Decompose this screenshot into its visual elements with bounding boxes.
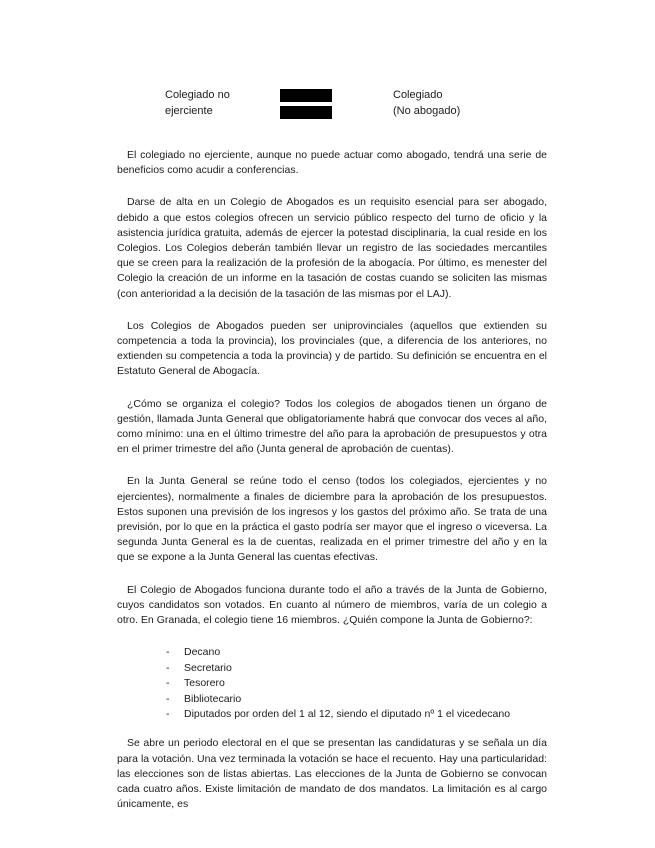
paragraph: El colegiado no ejerciente, aunque no puede actuar como abogado, tendrá una serie de beneficios como acudir a conferencias. — [117, 149, 547, 177]
colegiado-no-ejerciente-label — [165, 87, 230, 119]
list-item: - Bibliotecario — [166, 692, 242, 705]
colegiado-no-abogado-label — [393, 87, 460, 119]
redaction-bar-top — [280, 89, 332, 102]
paragraph: El Colegio de Abogados funciona durante todo el año a través de la Junta de Gobierno, cuyos candidatos son votados. En cuanto al número de miembros, varía de un colegio a otro. En Granada, el colegio tiene 16 miembros. ¿Quién compone la Junta de Gobierno?: — [117, 583, 547, 627]
list-item: - Diputados por orden del 1 al 12, siendo el diputado nº 1 el vicedecano — [166, 707, 511, 720]
right-label-line1: Colegiado — [393, 89, 443, 101]
paragraph: Se abre un periodo electoral en el que se presentan las candidaturas y se señala un día para la votación. Una vez terminada la votación se hace el recuento. Hay una particularidad: las elecciones son de listas abiertas. Las elecciones de la Junta de Gobierno se convocan cada cuatro años. Existe limitación de mandato de dos mandatos. La limitación es al cargo únicamente, es — [117, 737, 547, 811]
left-label-line2: ejerciente — [165, 105, 213, 117]
paragraph: Darse de alta en un Colegio de Abogados es un requisito esencial para ser abogado, debido a que estos colegios ofrecen un servicio público respecto del turno de oficio y la asistencia jurídica gratuita, además de ejercer la potestad disciplinaria, la cual reside en los Colegios. Los Colegios deberán también llevar un registro de las sociedades mercantiles que se creen para la realización de la profesión de la abogacía. Por último, es menester del Colegio la creación de un informe en la tasación de costas cuando se soliciten las mismas (con anterioridad a la decisión de la tasación de las mismas por el LAJ). — [117, 196, 547, 300]
colegiado-types-header — [0, 87, 655, 123]
paragraph: Los Colegios de Abogados pueden ser uniprovinciales (aquellos que extienden su competencia a toda la provincia), los provinciales (que, a diferencia de los anteriores, no extienden su competencia a toda la provincia) y de partido. Su definición se encuentra en el Estatuto General de Abogacía. — [117, 319, 547, 378]
left-label-line1: Colegiado no — [165, 89, 230, 101]
paragraph: ¿Cómo se organiza el colegio? Todos los colegios de abogados tienen un órgano de gestión, llamada Junta General que obligatoriamente habrá que convocar dos veces al año, como mínimo: una en el último trimestre del año para la aprobación de presupuestos y otra en el primer trimestre del año (Junta general de aprobación de cuentas). — [117, 397, 547, 456]
right-label-line2: (No abogado) — [393, 105, 461, 117]
list-item: - Decano — [166, 646, 221, 659]
list-item: - Tesorero — [166, 677, 225, 690]
list-item: - Secretario — [166, 661, 232, 674]
paragraph: En la Junta General se reúne todo el censo (todos los colegiados, ejercientes y no ejercientes), normalmente a finales de diciembre para la aprobación de los presupuestos. Estos suponen una previsión de los ingresos y los gastos del próximo año. Se trata de una previsión, por lo que en la práctica el gasto podría ser mayor que el ingreso o viceversa. La segunda Junta General es la de cuentas, realizada en el primer trimestre del año y en la que se expone a la Junta General las cuentas efectivas. — [117, 475, 547, 564]
redaction-bar-bottom — [280, 106, 332, 119]
document-body — [117, 148, 547, 812]
junta-gobierno-members-list — [117, 645, 547, 722]
